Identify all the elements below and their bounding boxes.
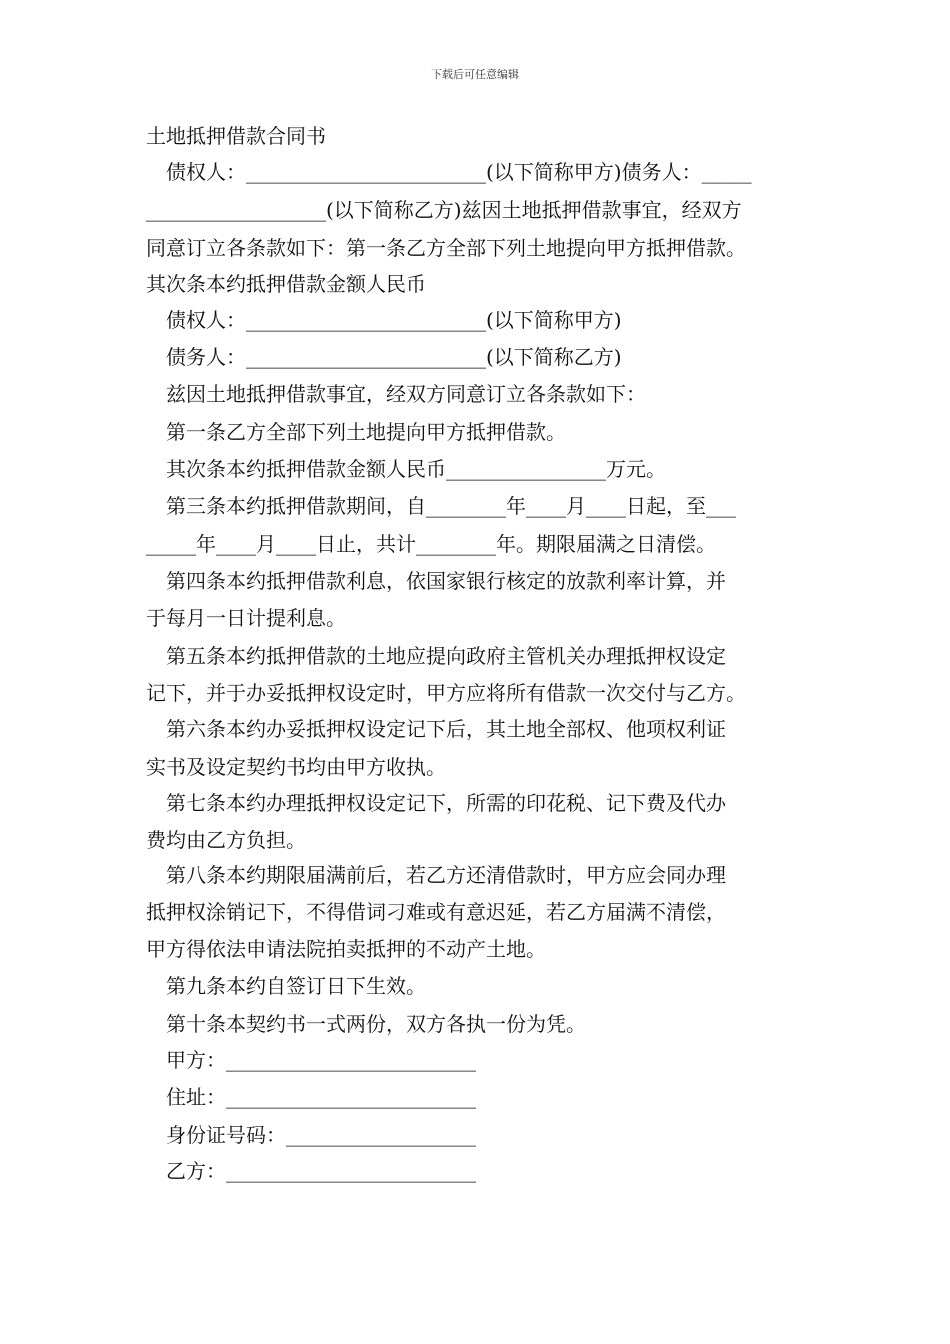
paragraph-line: 记下，并于办妥抵押权设定时，甲方应将所有借款一次交付与乙方。	[146, 681, 746, 705]
signature-party-a: 甲方：_________________________	[166, 1048, 476, 1072]
paragraph-line: _____年____月____日止，共计________年。期限届满之日清偿。	[146, 532, 716, 556]
paragraph-line: 债务人：________________________(以下简称乙方)	[166, 345, 622, 369]
paragraph-line: 债权人：________________________(以下简称甲方)	[166, 308, 622, 332]
paragraph-line: 第八条本约期限届满前后，若乙方还清借款时，甲方应会同办理	[166, 863, 726, 887]
paragraph-line: 债权人：________________________(以下简称甲方)债务人：_____	[166, 160, 752, 184]
paragraph-line: 第一条乙方全部下列土地提向甲方抵押借款。	[166, 420, 566, 444]
paragraph-line: __________________(以下简称乙方)兹因土地抵押借款事宜，经双方	[146, 198, 742, 222]
paragraph-line: 于每月一日计提利息。	[146, 606, 346, 630]
paragraph-line: 第七条本约办理抵押权设定记下，所需的印花税、记下费及代办	[166, 791, 726, 815]
paragraph-line: 抵押权涂销记下，不得借词刁难或有意迟延，若乙方届满不清偿，	[146, 900, 726, 924]
paragraph-line: 其次条本约抵押借款金额人民币	[146, 272, 426, 296]
paragraph-line: 第五条本约抵押借款的土地应提向政府主管机关办理抵押权设定	[166, 644, 726, 668]
paragraph-line: 费均由乙方负担。	[146, 828, 306, 852]
paragraph-line: 第十条本契约书一式两份，双方各执一份为凭。	[166, 1012, 586, 1036]
paragraph-line: 第六条本约办妥抵押权设定记下后，其土地全部权、他项权利证	[166, 717, 726, 741]
signature-id-number: 身份证号码：___________________	[166, 1123, 476, 1147]
paragraph-line: 甲方得依法申请法院拍卖抵押的不动产土地。	[146, 937, 546, 961]
page-header: 下载后可任意编辑	[431, 68, 519, 81]
paragraph-line: 第四条本约抵押借款利息，依国家银行核定的放款利率计算，并	[166, 569, 726, 593]
paragraph-line: 其次条本约抵押借款金额人民币________________万元。	[166, 457, 666, 481]
signature-party-b: 乙方：_________________________	[166, 1159, 476, 1183]
paragraph-line: 同意订立各条款如下：第一条乙方全部下列土地提向甲方抵押借款。	[146, 236, 746, 260]
document-title: 土地抵押借款合同书	[146, 124, 326, 148]
paragraph-line: 实书及设定契约书均由甲方收执。	[146, 755, 446, 779]
signature-address: 住址：_________________________	[166, 1085, 476, 1109]
paragraph-line: 第九条本约自签订日下生效。	[166, 974, 426, 998]
paragraph-line: 第三条本约抵押借款期间，自________年____月____日起，至___	[166, 494, 736, 518]
paragraph-line: 兹因土地抵押借款事宜，经双方同意订立各条款如下：	[166, 382, 646, 406]
